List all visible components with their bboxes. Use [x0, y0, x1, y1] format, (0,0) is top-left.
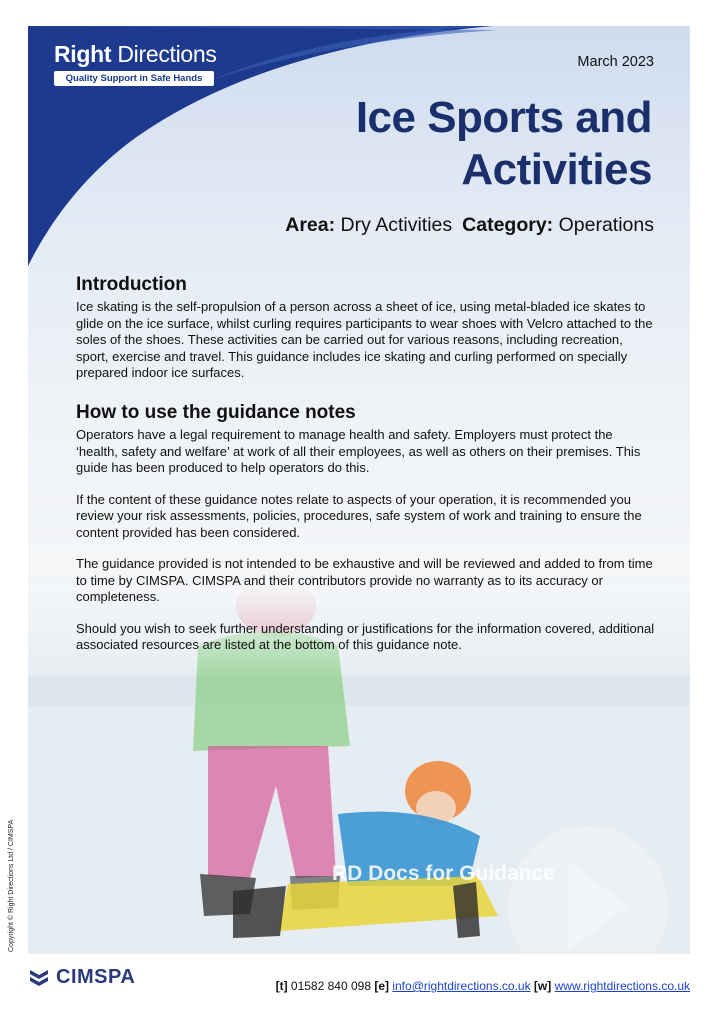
introduction-section — [76, 274, 656, 397]
email-label: [e] — [374, 979, 389, 993]
area-value: Dry Activities — [335, 214, 453, 236]
cimspa-wordmark: CIMSPA — [56, 966, 136, 988]
copyright-notice: Copyright © Right Directions Ltd / CIMSPA — [8, 819, 15, 952]
introduction-heading: Introduction — [76, 274, 187, 295]
cimspa-shield-icon — [28, 967, 50, 989]
cimspa-logo — [28, 966, 135, 989]
website-link[interactable]: www.rightdirections.co.uk — [554, 979, 690, 993]
guidance-paragraph-3: The guidance provided is not intended to be exhaustive and will be reviewed and added to from time to time by CIMSPA. CIMSPA and their contributors provide no warranty as to its accuracy or completeness. — [76, 556, 653, 604]
introduction-text: Ice skating is the self-propulsion of a person across a sheet of ice, using metal-bladed ice skates to glide on the ice surface, whilst curling requires participants to wear shoes with Velcro attached to the soles of the shoes. These activities can be carried out for various reasons, including recreation, sport, exercise and travel. This guidance includes ice skating and curling performed on specially prepared indoor ice surfaces. — [76, 299, 653, 380]
area-label: Area: — [285, 214, 336, 236]
guidance-paragraph-1: Operators have a legal requirement to manage health and safety. Employers must protect the ‘health, safety and welfare’ at work of all their employees, as well as others on their premises. This guide has been produced to help operators do this. — [76, 427, 641, 475]
tel-label: [t] — [275, 979, 288, 993]
logo-name: Right Directions — [54, 41, 217, 67]
category-label: Category: — [462, 214, 554, 236]
title-line-1: Ice Sports and — [355, 93, 652, 142]
area-category — [285, 214, 654, 237]
title-line-2: Activities — [461, 145, 652, 194]
document-page — [28, 26, 690, 954]
guidance-notes-section — [76, 402, 656, 669]
logo-tagline: Quality Support in Safe Hands — [54, 71, 214, 86]
guidance-notes-heading: How to use the guidance notes — [76, 402, 356, 423]
watermark-text: RD Docs for Guidance — [332, 862, 555, 885]
tel-number: 01582 840 098 — [287, 979, 375, 993]
footer-contact — [276, 979, 690, 993]
email-link[interactable]: info@rightdirections.co.uk — [392, 979, 531, 993]
document-date: March 2023 — [577, 54, 654, 70]
page-title — [356, 92, 652, 196]
guidance-paragraph-2: If the content of these guidance notes relate to aspects of your operation, it is recommended you review your risk assessments, policies, procedures, safe system of work and training to ensure the content provided has been considered. — [76, 491, 642, 540]
web-label: [w] — [530, 979, 552, 993]
guidance-paragraph-4: Should you wish to seek further understanding or justifications for the information covered, additional associated resources are listed at the bottom of this guidance note. — [76, 620, 655, 652]
category-value: Operations — [553, 214, 654, 236]
right-directions-logo — [54, 41, 244, 86]
